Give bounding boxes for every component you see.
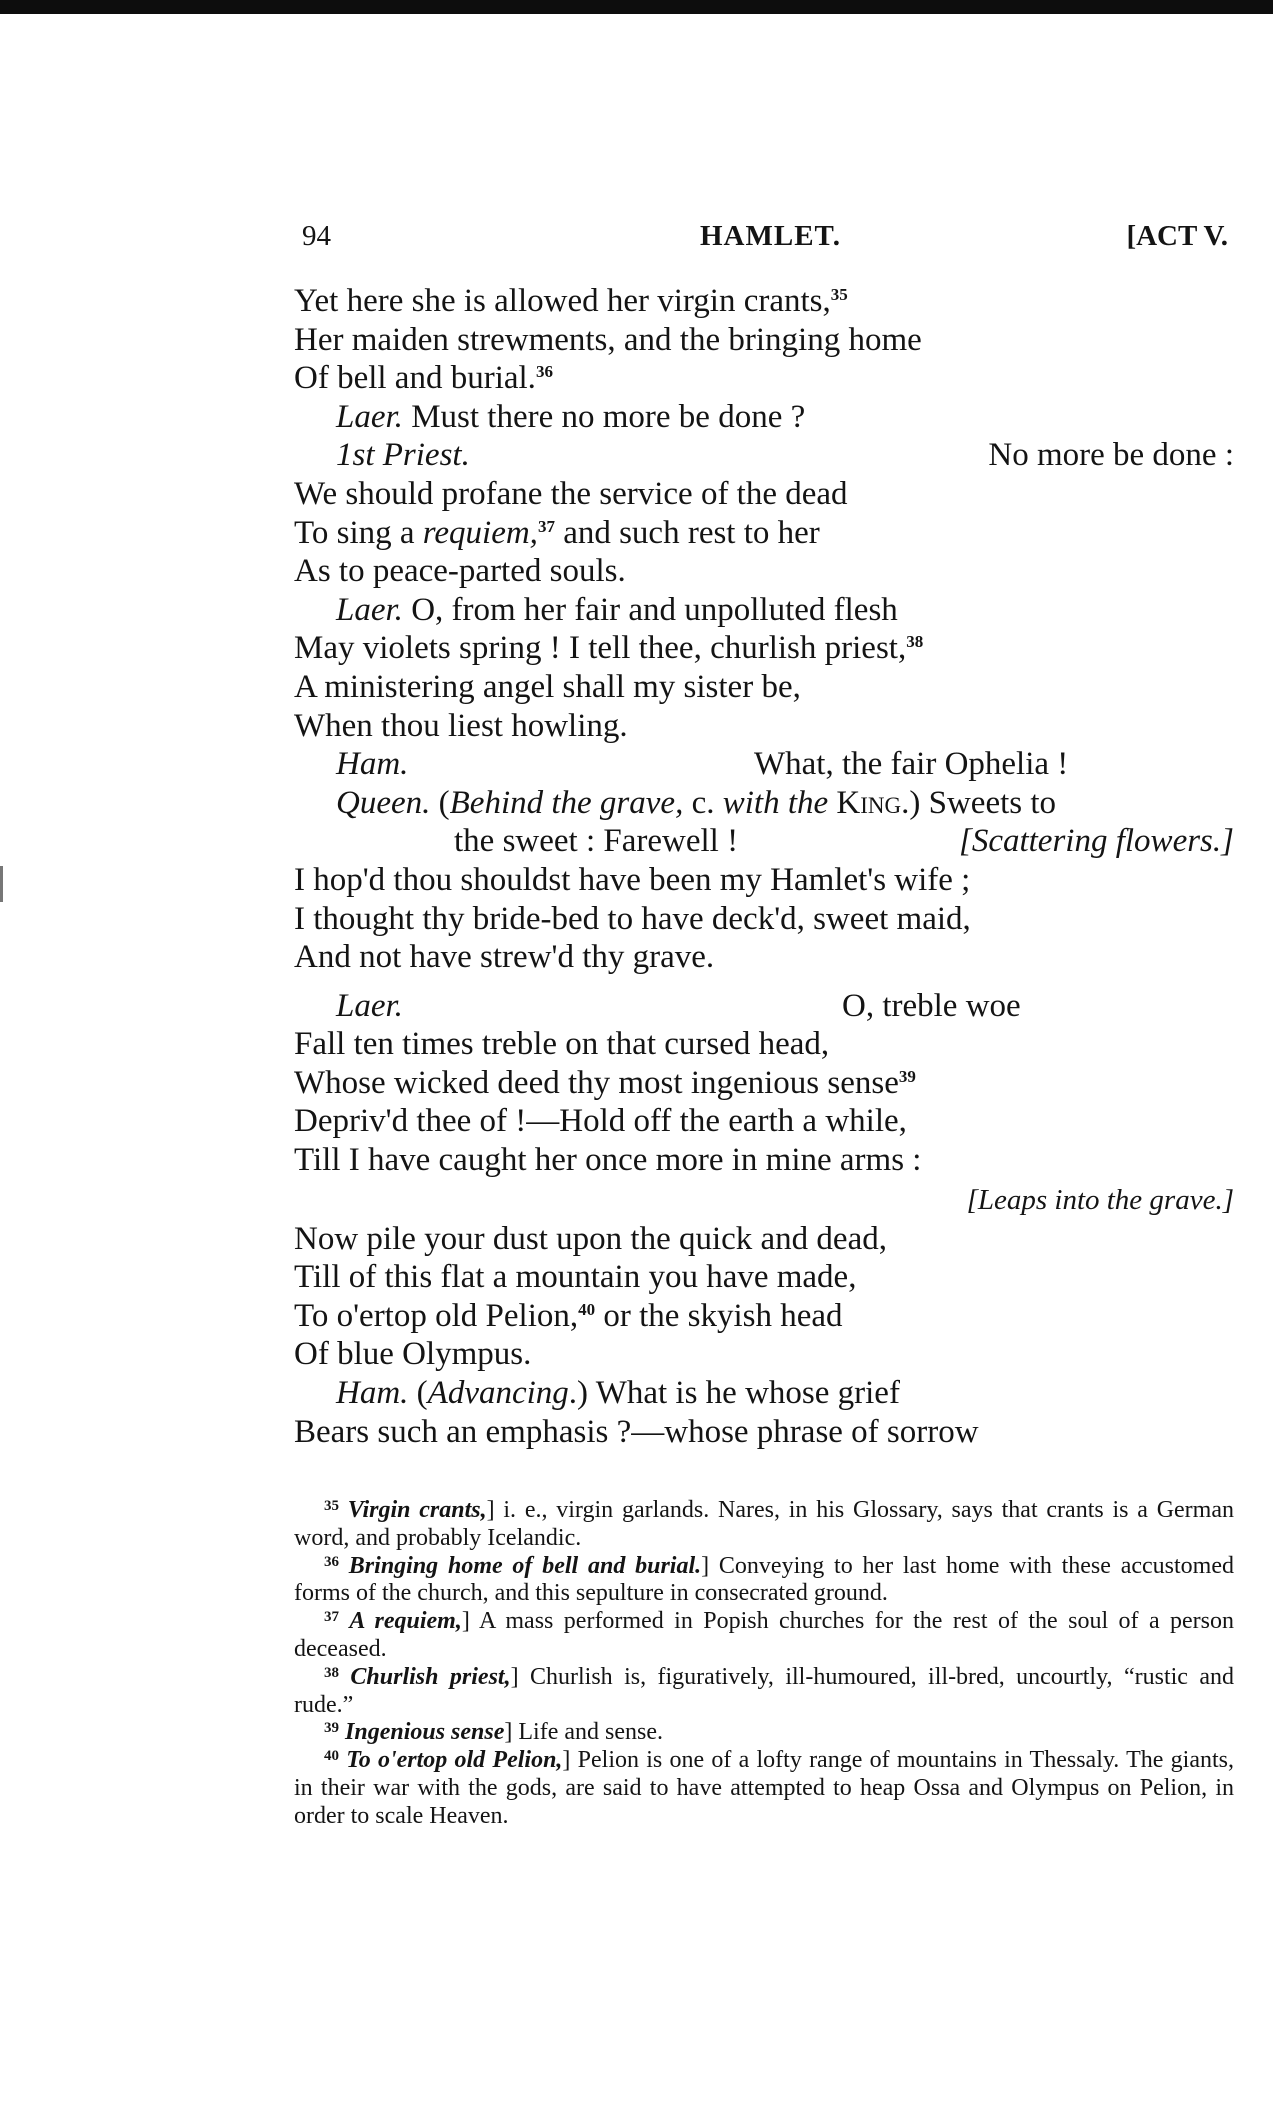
verse-line: Laer. O, from her fair and unpolluted flesh — [336, 591, 898, 628]
verse-line: We should profane the service of the dead — [294, 475, 848, 512]
verse-line: Queen. (Behind the grave, c. with the King.) Sweets to — [336, 784, 1057, 821]
speaker-name: Ham. — [336, 1375, 409, 1412]
verse-line: Of bell and burial.$^{36}$ — [294, 360, 553, 397]
footnote-term: To o'ertop old Pelion, — [346, 1747, 563, 1774]
verse-line: Laer. Must there no more be done ? — [336, 398, 806, 435]
footnote-ref[interactable]: 39 — [898, 1066, 916, 1086]
verse-line: To o'ertop old Pelion,$^{40}$ or the skyish head — [294, 1297, 843, 1334]
verse-line: May violets spring ! I tell thee, churlish priest,$^{38}$ — [294, 630, 924, 667]
verse-line: Yet here she is allowed her virgin crants,$^{35}$ — [294, 283, 848, 319]
speaker-name: Laer. — [336, 398, 403, 435]
verse-line: As to peace-parted souls. — [294, 553, 626, 590]
scan-top-edge — [0, 0, 1273, 14]
footnote-ref[interactable]: 36 — [535, 362, 553, 382]
verse-line: 1st Priest. No more be done : — [336, 437, 1234, 474]
page-number: 94 — [302, 220, 331, 252]
verse-line: Of blue Olympus. — [294, 1336, 532, 1373]
running-title: HAMLET. — [700, 220, 841, 252]
verse-line: A ministering angel shall my sister be, — [294, 668, 801, 705]
verse-line: Laer. O, treble woe — [336, 987, 1021, 1024]
verse-line: I thought thy bride-bed to have deck'd, sweet maid, — [294, 900, 971, 937]
footnote: $^{35}$ Virgin crants,] i. e., virgin garlands. Nares, in his Glossary, says that crants is a German word, and probably Icelandic. — [294, 1497, 1234, 1551]
footnote-term: Virgin crants, — [347, 1497, 487, 1523]
footnote-term: Ingenious sense — [345, 1719, 505, 1746]
speaker-name: 1st Priest. — [336, 437, 470, 474]
page-header — [302, 220, 1228, 264]
footnote: $^{39}$ Ingenious sense] Life and sense. — [324, 1719, 663, 1746]
stage-direction: [Leaps into the grave.] — [966, 1183, 1234, 1216]
act-label: [ACT V. — [1126, 220, 1228, 252]
verse-line: I hop'd thou shouldst have been my Hamlet's wife ; — [294, 861, 971, 898]
footnote: $^{37}$ A requiem,] A mass performed in Popish churches for the rest of the soul of a person deceased. — [294, 1608, 1235, 1662]
verse-line: Fall ten times treble on that cursed head, — [294, 1026, 830, 1063]
verse-line: Bears such an emphasis ?—whose phrase of sorrow — [294, 1413, 979, 1450]
verse-line: And not have strew'd thy grave. — [294, 939, 715, 976]
footnote-term: A requiem, — [349, 1608, 462, 1635]
footnote-ref[interactable]: 40 — [578, 1299, 596, 1319]
speaker-name: Ham. — [336, 746, 409, 783]
footnote: $^{38}$ Churlish priest,] Churlish is, figuratively, ill-humoured, ill-bred, uncourtly, “rustic and rude.” — [294, 1663, 1235, 1718]
verse-line: When thou liest howling. — [294, 707, 628, 744]
verse-line: To sing a requiem,$^{37}$ and such rest to her — [294, 514, 820, 551]
footnote: $^{36}$ Bringing home of bell and burial.] Conveying to her last home with these accustomed forms of the church, and this sepulture in consecrated ground. — [294, 1552, 1234, 1607]
verse-line: Now pile your dust upon the quick and dead, — [294, 1220, 887, 1257]
footnote-term: Churlish priest, — [350, 1663, 511, 1690]
play-text — [294, 282, 1234, 1451]
verse-line: Till of this flat a mountain you have made, — [294, 1259, 857, 1296]
verse-line: the sweet : Farewell ! [Scattering flowers.] — [454, 823, 1234, 860]
footnote: $^{40}$ To o'ertop old Pelion,] Pelion is one of a lofty range of mountains in Thessaly. The giants, in their war with the gods, are said to have attempted to heap Ossa and Olympus on Pelion, in order to scale Heaven. — [294, 1747, 1234, 1829]
verse-line: Whose wicked deed thy most ingenious sense$^{39}$ — [294, 1064, 916, 1101]
scan-margin-mark — [0, 866, 3, 902]
speaker-name: Laer. — [336, 591, 403, 628]
verse-line: Till I have caught her once more in mine arms : — [294, 1142, 922, 1179]
footnote-ref[interactable]: 38 — [906, 632, 924, 652]
verse-line: Ham. (Advancing.) What is he whose grief — [336, 1375, 900, 1412]
stage-direction: [Scattering flowers.] — [958, 823, 1234, 860]
footnotes — [294, 1497, 1234, 1831]
footnote-ref[interactable]: 35 — [830, 285, 848, 304]
verse-line: Depriv'd thee of !—Hold off the earth a while, — [294, 1103, 907, 1140]
footnote-term: Bringing home of bell and burial. — [348, 1552, 702, 1579]
footnote-ref[interactable]: 37 — [537, 516, 555, 536]
verse-line: Ham. What, the fair Ophelia ! — [336, 746, 1069, 783]
verse-line: Her maiden strewments, and the bringing home — [294, 321, 922, 358]
speaker-name: Laer. — [336, 987, 403, 1024]
speaker-name: Queen. — [336, 784, 431, 821]
